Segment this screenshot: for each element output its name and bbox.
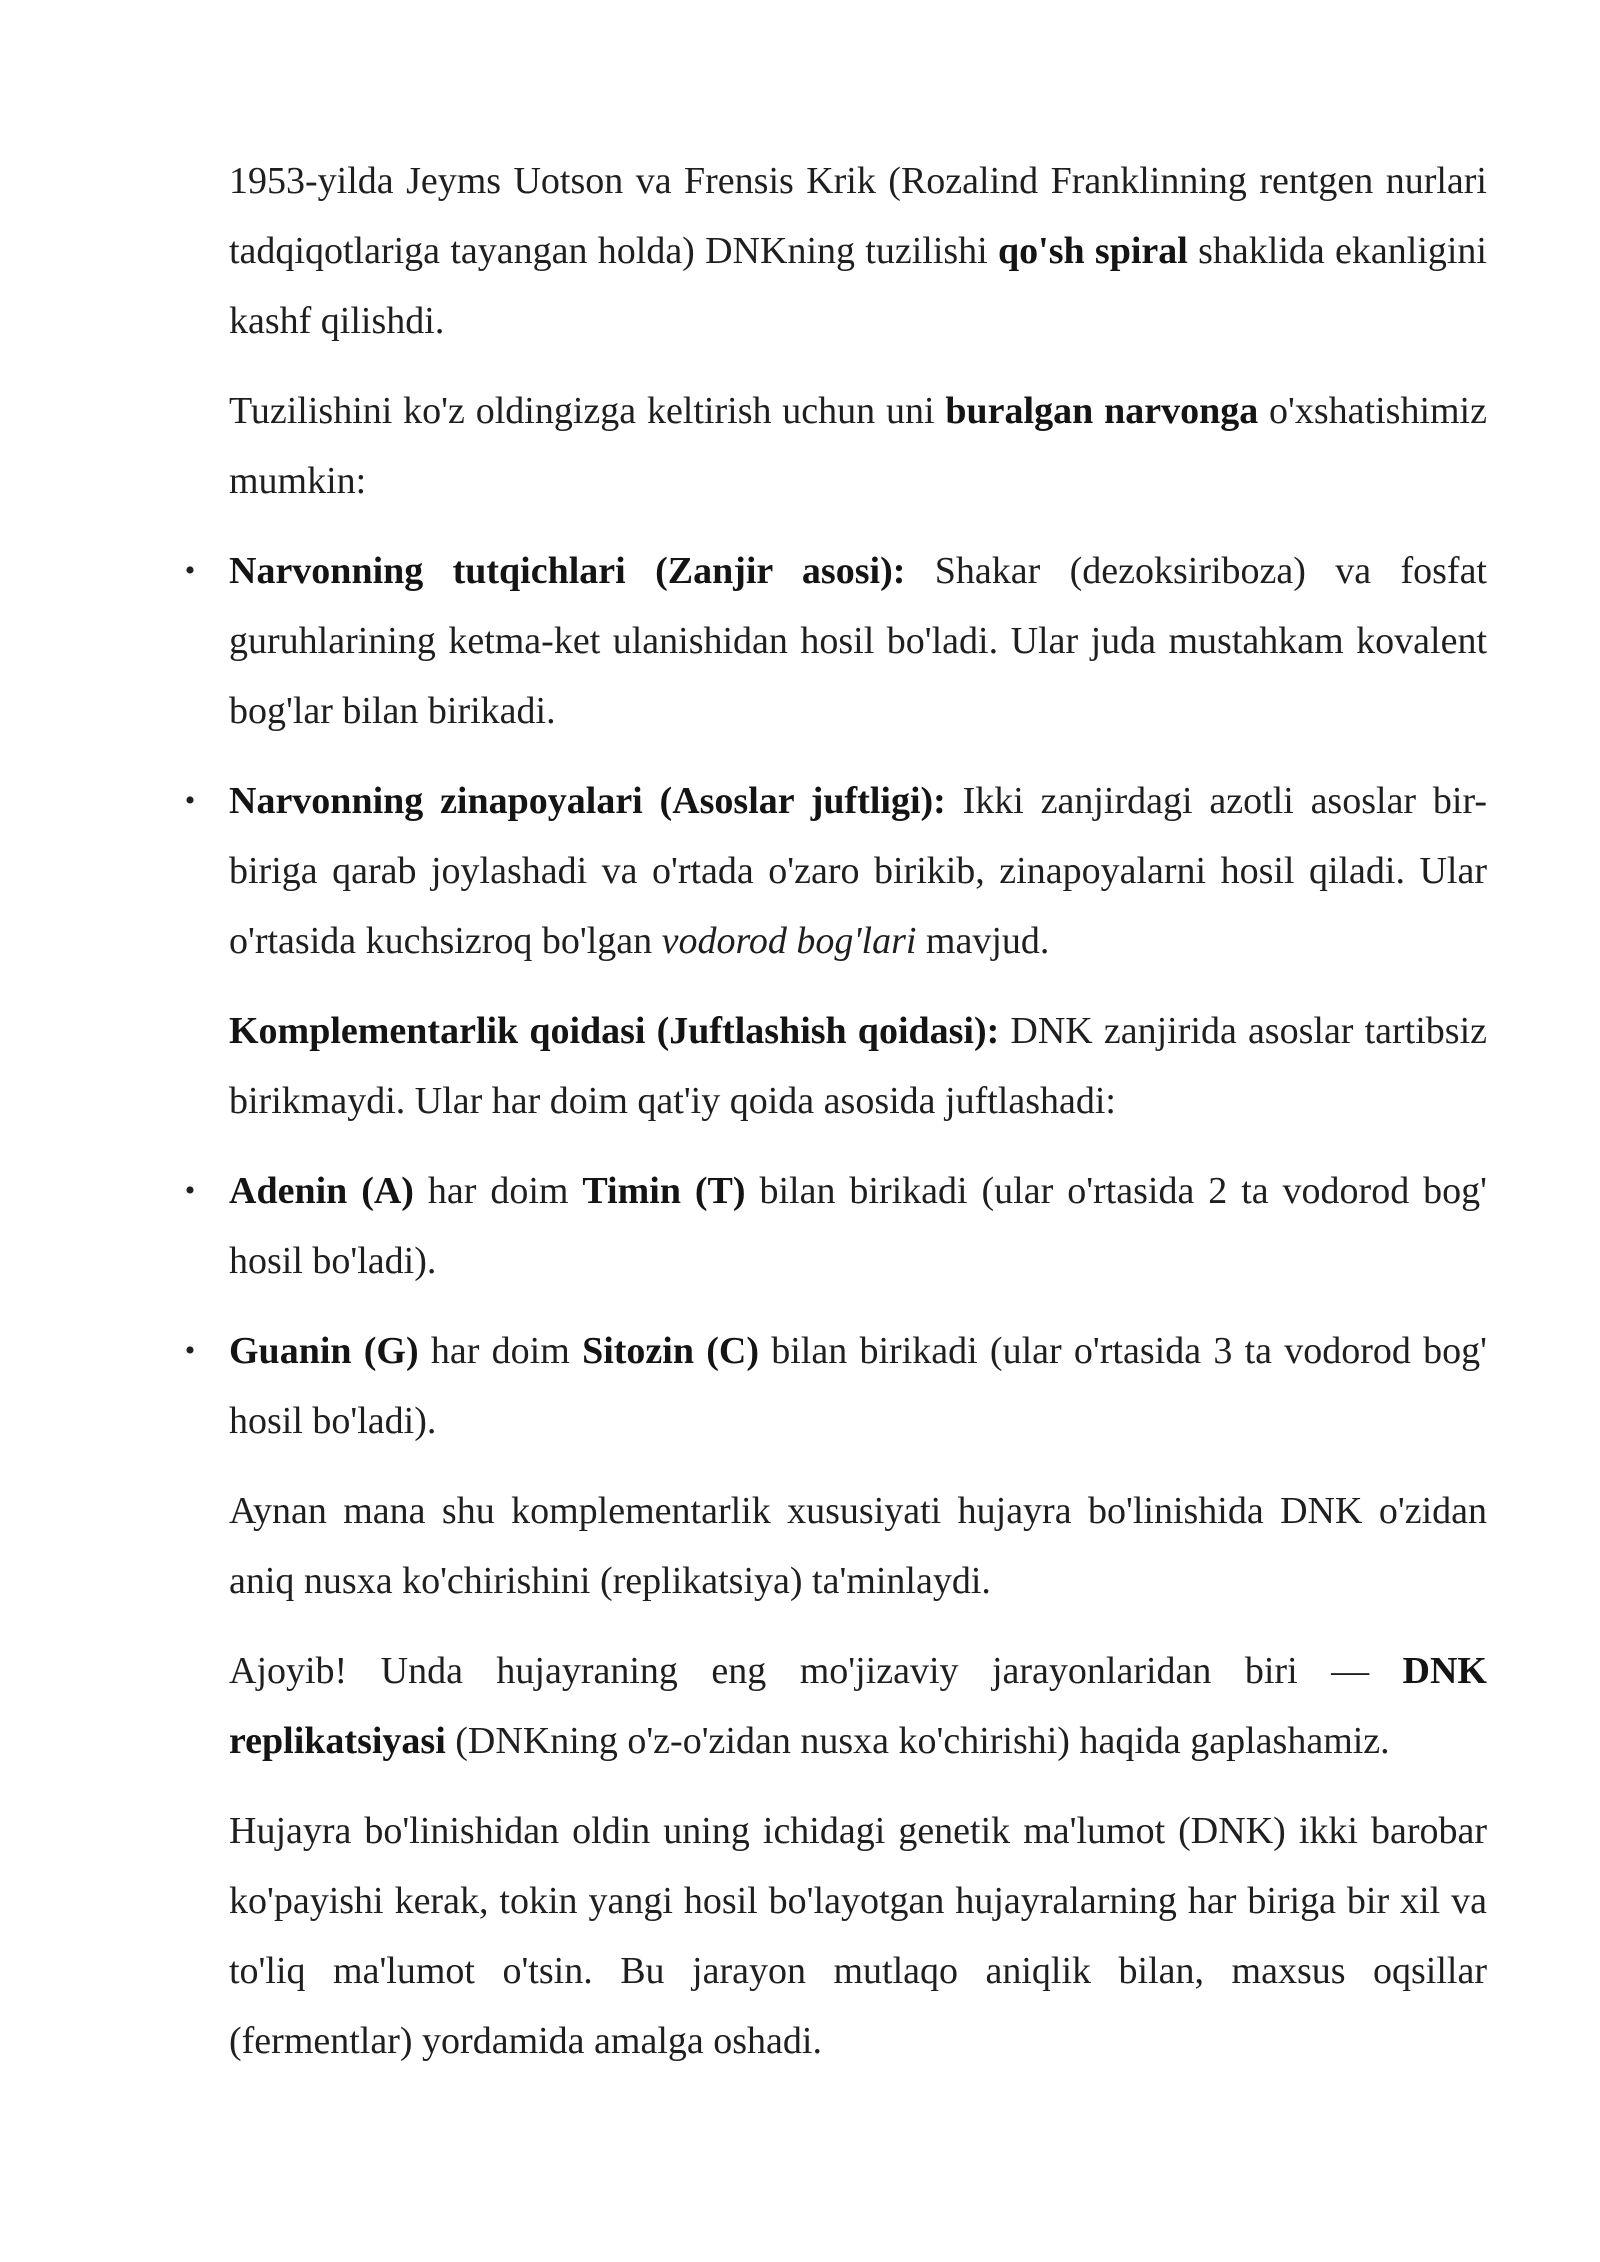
bold-term: DNK replikatsiyasi: [229, 1650, 1487, 1762]
paragraph-cell-division: [229, 1796, 1487, 2076]
bold-term: Adenin (A): [229, 1170, 414, 1212]
bold-term: Sitozin (C): [582, 1330, 759, 1372]
bold-term: Timin (T): [582, 1170, 746, 1212]
bullet-icon: •: [184, 1174, 196, 1207]
paragraph-replication-intro: [229, 1636, 1487, 1776]
list-item-base-pairs: [184, 766, 1487, 976]
text: har doim: [413, 1170, 583, 1212]
bold-term: Narvonning zinapoyalari (Asoslar juftligi):: [229, 780, 946, 822]
text: Shakar (dezoksiriboza) va fosfat guruhlarining ketma-ket ulanishidan hosil bo'ladi. Ular juda mustahkam kovalent bog'lar bilan birikadi.: [229, 550, 1487, 732]
text: bilan birikadi (ular o'rtasida 3 ta vodorod bog' hosil bo'ladi).: [229, 1330, 1488, 1442]
bullet-icon: •: [184, 784, 196, 817]
list-item-backbone: [184, 536, 1487, 746]
bullet-icon: •: [184, 554, 196, 587]
list-item-adenine-thymine: [184, 1156, 1487, 1296]
paragraph-ladder-analogy: [229, 376, 1487, 516]
text: (DNKning o'z-o'zidan nusxa ko'chirishi) haqida gaplashamiz.: [445, 1720, 1390, 1762]
text: Ikki zanjirdagi azotli asoslar bir-biriga qarab joylashadi va o'rtada o'zaro birikib, zinapoyalarni hosil qiladi. Ular o'rtasida kuchsizroq bo'lgan: [229, 780, 1487, 962]
bullet-icon: •: [184, 1334, 196, 1367]
paragraph-replication-basis: [229, 1476, 1487, 1616]
bold-term: buralgan narvonga: [945, 390, 1259, 432]
text: Aynan mana shu komplementarlik xususiyati hujayra bo'linishida DNK o'zidan aniq nusxa ko'chirishini (replikatsiya) ta'minlaydi.: [229, 1490, 1487, 1602]
text: Tuzilishini ko'z oldingizga keltirish uchun uni: [229, 390, 946, 432]
text: Hujayra bo'linishidan oldin uning ichidagi genetik ma'lumot (DNK) ikki barobar ko'payishi kerak, tokin yangi hosil bo'layotgan hujayralarning har biriga bir xil va to'liq ma'lumot o'tsin. Bu jarayon mutlaqo aniqlik bilan, maxsus oqsillar (fermentlar) yordamida amalga oshadi.: [229, 1810, 1487, 2062]
list-item-guanine-cytosine: [184, 1316, 1488, 1456]
text: bilan birikadi (ular o'rtasida 2 ta vodorod bog' hosil bo'ladi).: [229, 1170, 1487, 1282]
bold-term: Komplementarlik qoidasi (Juftlashish qoidasi):: [229, 1010, 1000, 1052]
ladder-parts-list: [184, 536, 1487, 976]
text: shaklida ekanligini kashf qilishdi.: [229, 230, 1487, 342]
document-page: [184, 146, 1488, 2096]
bold-term: Narvonning tutqichlari (Zanjir asosi):: [229, 550, 906, 592]
base-pairing-list: [184, 1156, 1488, 1456]
text: har doim: [418, 1330, 583, 1372]
text: mavjud.: [916, 920, 1050, 962]
text: 1953-yilda Jeyms Uotson va Frensis Krik (Rozalind Franklinning rentgen nurlari tadqiqotlariga tayangan holda) DNKning tuzilishi: [229, 160, 1487, 272]
text: o'xshatishimiz mumkin:: [229, 390, 1487, 502]
paragraph-double-helix: [229, 146, 1487, 356]
italic-term: vodorod bog'lari: [661, 920, 917, 962]
text: Ajoyib! Unda hujayraning eng mo'jizaviy jarayonlaridan biri —: [229, 1650, 1403, 1692]
paragraph-complementarity-rule: [229, 996, 1487, 1136]
bold-term: qo'sh spiral: [998, 230, 1188, 272]
text: DNK zanjirida asoslar tartibsiz birikmaydi. Ular har doim qat'iy qoida asosida juftlashadi:: [229, 1010, 1487, 1122]
bold-term: Guanin (G): [229, 1330, 419, 1372]
